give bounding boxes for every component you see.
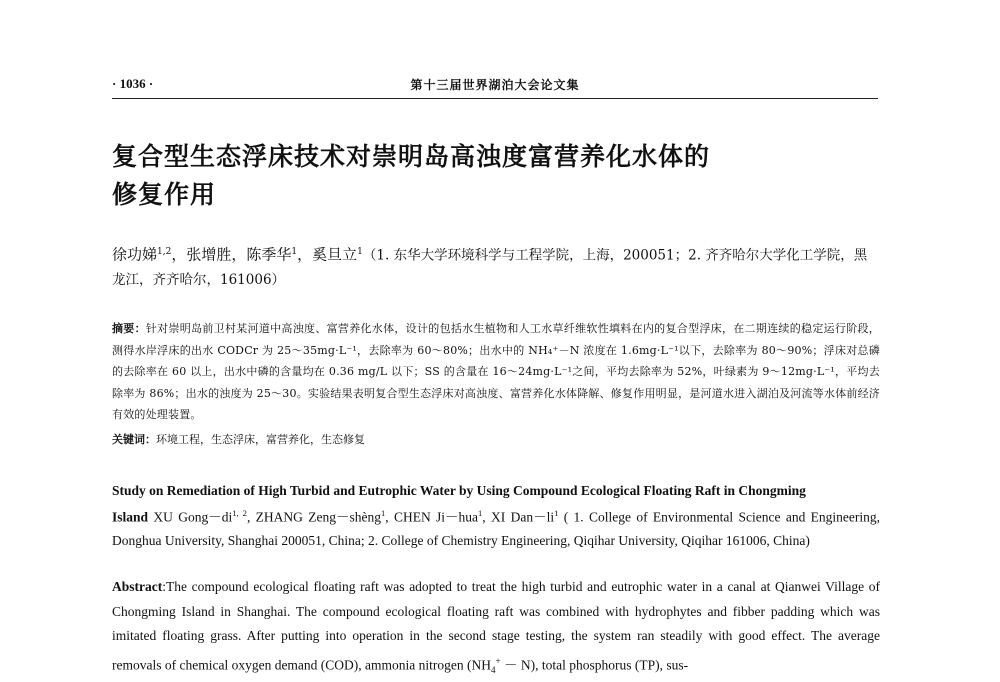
english-title: Study on Remediation of High Turbid and Eutrophic Water by Using Compound Ecological Floating Raft in Chongming bbox=[112, 483, 806, 498]
chinese-abstract bbox=[112, 318, 880, 426]
chinese-title bbox=[112, 138, 872, 214]
author-4-cn: 奚旦立 bbox=[312, 245, 358, 264]
nh4-superscript: + bbox=[495, 655, 501, 666]
abstract-en-text-1: The compound ecological floating raft was adopted to treat the high turbid and eutrophic water in a canal at Qianwei Village of Chongming Island in Shanghai. The compound ecological floating raft was combined with hydrophytes and fibber padding which was imitated floating grass. After putting into operation in the second stage testing, the system ran steadily with good effect. The average removals of chemical oxygen demand (COD), ammonia nitrogen (NH bbox=[112, 579, 880, 672]
author-4-en: XI Dan－li bbox=[491, 509, 555, 525]
author-separator: ， bbox=[231, 245, 247, 264]
chinese-title-line1: 复合型生态浮床技术对崇明岛高浊度富营养化水体的 bbox=[112, 142, 711, 171]
author-4-en-sup: 1 bbox=[554, 508, 559, 518]
author-1-en: XU Gong－di bbox=[153, 509, 233, 525]
author-4-cn-sup: 1 bbox=[357, 247, 363, 257]
journal-title: 第十三届世界湖泊大会论文集 bbox=[410, 78, 580, 92]
english-authors: Island XU Gong－di$^{1, 2}$, ZHANG Zeng－shèng$^1$, CHEN Ji－hua$^1$, XI $Dan-li^1$ ( 1. College of Environmental Science and Engineering, Donghua University, Shanghai 200051, China; 2. College of Chemistry Engineering, Qiqihar University, Qiqihar 161006, China) bbox=[112, 508, 881, 548]
chinese-keywords bbox=[112, 430, 880, 450]
author-1-cn-sup: 1,2 bbox=[157, 247, 172, 257]
author-3-en-sup: 1 bbox=[478, 508, 483, 518]
author-2-en: ZHANG Zeng－shèng bbox=[255, 509, 381, 525]
abstract-cn-text: 针对崇明岛前卫村某河道中高浊度、富营养化水体，设计的包括水生植物和人工水草纤维软性填料在内的复合型浮床，在二期连续的稳定运行阶段，测得水岸浮床的出水 CODCr 为 25～35mg·L⁻¹，去除率为 60～80%；出水中的 NH₄⁺－N 浓度在 1.6mg·L⁻¹以下，去除率为 80～90%；浮床对总磷的去除率在 60 以上，出水中磷的含量均在 0.36 mg/L 以下；SS 的含量在 16～24mg·L⁻¹之间，平均去除率为 52%，叶绿素为 9～12mg·L⁻¹，平均去除率为 86%；出水的浊度为 25～30。实验结果表明复合型生态浮床对高浊度、富营养化水体降解、修复作用明显，是河道水进入湖泊及河流等水体前经济有效的处理装置。 bbox=[112, 322, 880, 421]
abstract-en-label: Abstract bbox=[112, 579, 163, 594]
title-en-continuation: Island bbox=[112, 509, 149, 525]
page-number: · 1036 · bbox=[112, 76, 154, 91]
author-separator: ， bbox=[171, 245, 187, 264]
affiliation-en: ( 1. College of Environmental Science and Engineering, Donghua University, Shanghai 200051, China; 2. College of Chemistry Engineering, Qiqihar University, Qiqihar 161006, China) bbox=[112, 509, 881, 548]
running-header bbox=[112, 72, 878, 99]
author-1-cn: 徐功娣 bbox=[112, 245, 158, 264]
keywords-cn-label: 关键词： bbox=[112, 433, 156, 446]
abstract-cn-label: 摘要： bbox=[112, 322, 146, 335]
affiliation-cn-line2: 龙江，齐齐哈尔，161006） bbox=[112, 271, 286, 288]
chinese-title-line2: 修复作用 bbox=[112, 180, 217, 209]
nh4-subscript: 4 bbox=[491, 664, 496, 675]
author-2-en-sup: 1 bbox=[380, 508, 386, 518]
author-1-en-sup: 1, 2 bbox=[232, 508, 247, 518]
author-2-cn: 张增胜 bbox=[186, 245, 232, 264]
author-separator: ， bbox=[297, 245, 313, 264]
affiliation-cn-line1: （1. 东华大学环境科学与工程学院，上海，200051；2. 齐齐哈尔大学化工学院，黑 bbox=[362, 247, 868, 264]
author-3-en: CHEN Ji－hua bbox=[393, 509, 479, 525]
keywords-cn-text: 环境工程，生态浮床，富营养化，生态修复 bbox=[156, 433, 365, 446]
chinese-authors bbox=[112, 240, 880, 292]
english-abstract: Abstract:The compound ecological floating raft was adopted to treat the high turbid and eutrophic water in a canal at Qianwei Village of Chongming Island in Shanghai. The compound ecological floating raft was combined with hydrophytes and fibber padding which was imitated floating grass. After putting into operation in the second stage testing, the system ran steadily with good effect. The average removals of chemical oxygen demand (COD), ammonia nitrogen $(NH_4^+ - N)$, total phosphorus (TP), sus- bbox=[112, 579, 880, 675]
author-3-cn-sup: 1 bbox=[291, 247, 298, 257]
abstract-en-text-2: － N), total phosphorus (TP), sus- bbox=[500, 657, 689, 672]
author-3-cn: 陈季华 bbox=[246, 245, 292, 264]
